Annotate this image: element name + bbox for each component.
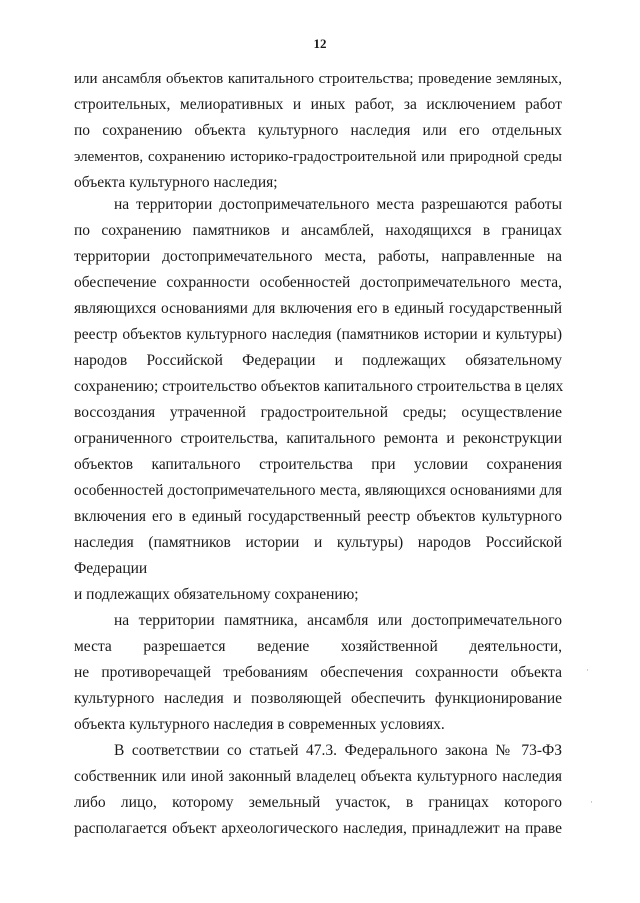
text-line: объекта культурного наследия в современных условиях. <box>74 716 445 733</box>
text-line: реестр объектов культурного наследия (памятников истории и культуры) <box>74 326 562 343</box>
paragraph-continuation <box>74 66 562 196</box>
text-line: наследия (памятников истории и культуры) народов Российской <box>74 534 562 551</box>
text-line: воссоздания утраченной градостроительной среды; осуществление <box>74 404 562 421</box>
text-line: по сохранению памятников и ансамблей, находящихся в границах <box>74 222 562 239</box>
text-line: на территории памятника, ансамбля или достопримечательного <box>114 612 562 629</box>
text-line: либо лицо, которому земельный участок, в границах которого <box>74 794 562 811</box>
text-line: элементов, сохранению историко-градостроительной или природной среды <box>74 149 562 165</box>
scan-speck: · <box>586 666 589 676</box>
text-line: ограниченного строительства, капитального ремонта и реконструкции <box>74 430 562 447</box>
text-line: объектов капитального строительства при условии сохранения <box>74 456 562 473</box>
paragraph-article-47-3 <box>74 738 562 842</box>
text-line: объекта культурного наследия; <box>74 174 278 191</box>
paragraph-landmark-works <box>74 192 562 608</box>
page-number: 12 <box>313 36 327 51</box>
text-line: на территории достопримечательного места разрешаются работы <box>114 196 562 213</box>
text-line: включения его в единый государственный реестр объектов культурного <box>74 508 562 525</box>
text-line: особенностей достопримечательного места, являющихся основаниями для <box>74 482 562 499</box>
text-line: культурного наследия и позволяющей обеспечить функционирование <box>74 690 562 707</box>
text-line: являющихся основаниями для включения его в единый государственный <box>74 300 562 317</box>
text-line: Федерации <box>74 560 148 577</box>
paragraph-economic-activity <box>74 608 562 738</box>
text-line: не противоречащей требованиям обеспечения сохранности объекта <box>74 664 562 681</box>
text-line: и подлежащих обязательному сохранению; <box>74 586 359 603</box>
text-line: народов Российской Федерации и подлежащих обязательному <box>74 352 562 369</box>
text-line: места разрешается ведение хозяйственной деятельности, <box>74 638 562 655</box>
text-line: собственник или иной законный владелец объекта культурного наследия <box>74 768 562 785</box>
text-line: В соответствии со статьей 47.3. Федерального закона № 73-ФЗ <box>114 742 562 759</box>
text-line: располагается объект археологического наследия, принадлежит на праве <box>74 820 562 837</box>
text-line: обеспечение сохранности особенностей достопримечательного места, <box>74 274 562 291</box>
text-line: по сохранению объекта культурного наследия или его отдельных <box>74 122 562 139</box>
scan-speck: · <box>590 798 593 808</box>
text-line: территории достопримечательного места, работы, направленные на <box>74 248 562 265</box>
text-line: сохранению; строительство объектов капитального строительства в целях <box>74 378 564 395</box>
text-line: или ансамбля объектов капитального строительства; проведение земляных, <box>74 71 562 87</box>
text-line: строительных, мелиоративных и иных работ, за исключением работ <box>74 96 562 113</box>
